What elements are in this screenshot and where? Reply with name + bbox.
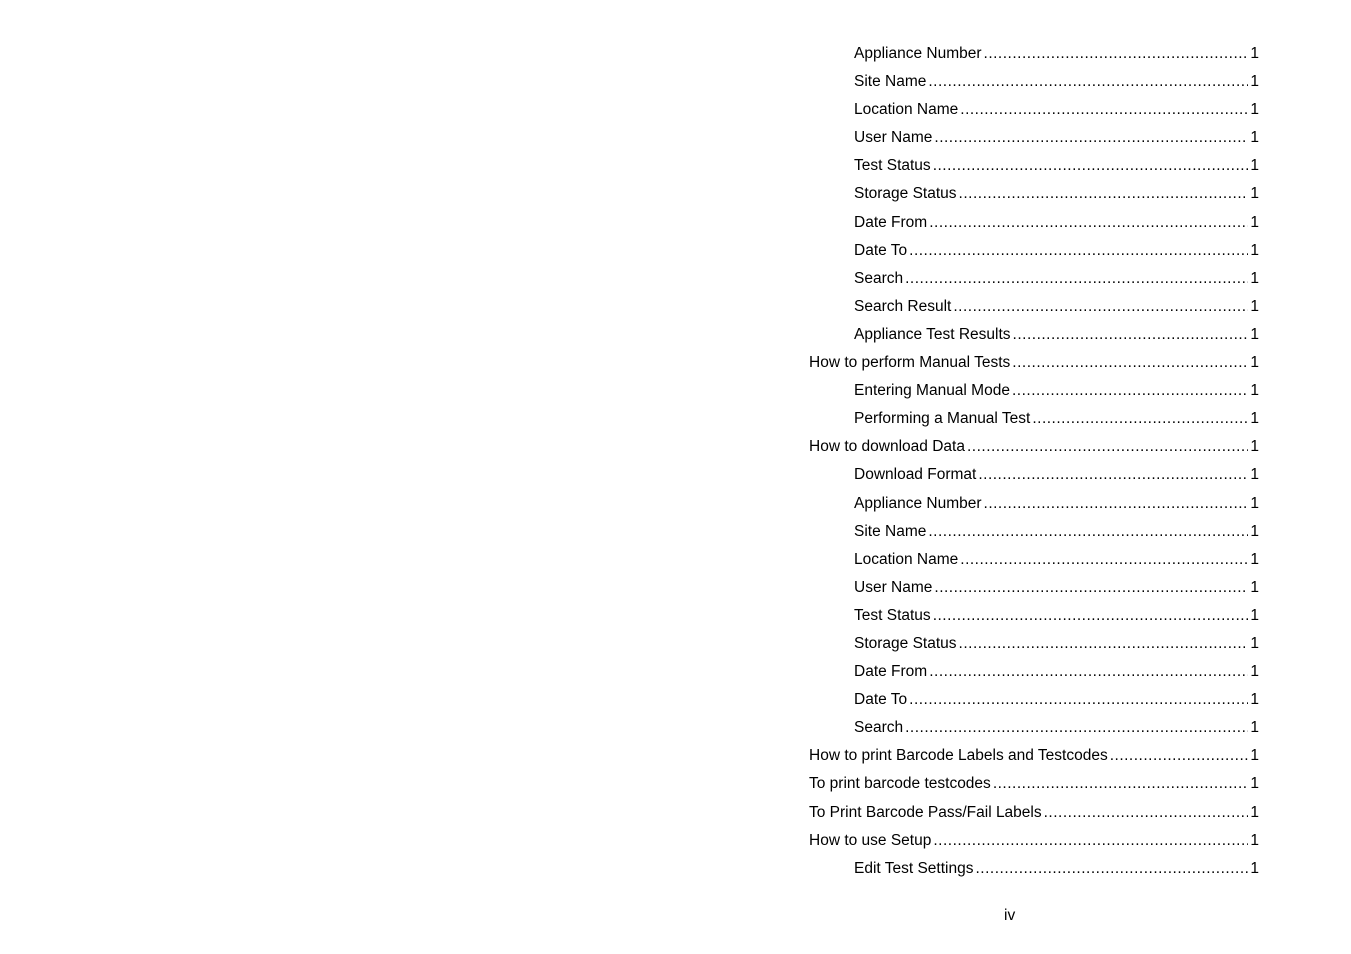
toc-entry[interactable] (809, 377, 1259, 405)
toc-entry-page: 1 (1250, 101, 1259, 119)
toc-dot-leader (934, 124, 1248, 152)
toc-entry-title: Appliance Test Results (854, 325, 1011, 343)
toc-entry-title: Date To (854, 691, 908, 709)
toc-entry-title: Date To (854, 241, 908, 259)
toc-dot-leader (978, 461, 1248, 489)
toc-entry-page: 1 (1250, 213, 1259, 231)
toc-entry-title: Site Name (854, 522, 927, 540)
toc-entry-page: 1 (1250, 831, 1259, 849)
toc-entry-page: 1 (1250, 438, 1259, 456)
toc-dot-leader (929, 658, 1248, 686)
toc-entry-page: 1 (1250, 410, 1259, 428)
toc-dot-leader (1044, 799, 1249, 827)
toc-entry-title: How to print Barcode Labels and Testcodes (809, 747, 1108, 765)
toc-dot-leader (905, 265, 1248, 293)
toc-entry[interactable] (809, 742, 1259, 770)
toc-entry[interactable] (809, 40, 1259, 68)
toc-entry-page: 1 (1250, 606, 1259, 624)
toc-entry-title: To Print Barcode Pass/Fail Labels (809, 803, 1042, 821)
toc-entry-title: Date From (854, 213, 928, 231)
toc-dot-leader (959, 630, 1249, 658)
toc-entry-page: 1 (1250, 522, 1259, 540)
toc-entry[interactable] (809, 461, 1259, 489)
toc-entry[interactable] (809, 349, 1259, 377)
toc-entry-page: 1 (1250, 297, 1259, 315)
toc-dot-leader (1012, 349, 1248, 377)
toc-dot-leader (929, 209, 1248, 237)
toc-entry-title: Storage Status (854, 634, 957, 652)
toc-entry-title: How to download Data (809, 438, 965, 456)
toc-entry-title: Edit Test Settings (854, 859, 974, 877)
toc-entry[interactable] (809, 152, 1259, 180)
toc-entry-page: 1 (1250, 494, 1259, 512)
toc-dot-leader (1013, 321, 1249, 349)
toc-entry[interactable] (809, 96, 1259, 124)
toc-dot-leader (933, 827, 1248, 855)
toc-entry-title: Download Format (854, 466, 977, 484)
toc-dot-leader (1032, 405, 1248, 433)
toc-entry[interactable] (809, 293, 1259, 321)
toc-dot-leader (953, 293, 1248, 321)
toc-entry-title: How to use Setup (809, 831, 932, 849)
toc-entry-page: 1 (1250, 578, 1259, 596)
toc-entry[interactable] (809, 68, 1259, 96)
toc-entry-page: 1 (1250, 691, 1259, 709)
toc-entry-page: 1 (1250, 775, 1259, 793)
toc-entry[interactable] (809, 209, 1259, 237)
toc-entry[interactable] (809, 770, 1259, 798)
toc-entry[interactable] (809, 714, 1259, 742)
toc-dot-leader (928, 518, 1248, 546)
toc-entry-title: User Name (854, 578, 933, 596)
toc-entry-page: 1 (1250, 73, 1259, 91)
toc-entry-page: 1 (1250, 354, 1259, 372)
toc-entry-page: 1 (1250, 803, 1259, 821)
toc-entry-page: 1 (1250, 747, 1259, 765)
toc-entry-title: Appliance Number (854, 45, 982, 62)
toc-dot-leader (960, 546, 1248, 574)
toc-dot-leader (905, 714, 1248, 742)
toc-entry-page: 1 (1250, 550, 1259, 568)
toc-entry-title: Entering Manual Mode (854, 382, 1010, 400)
toc-entry-title: Location Name (854, 101, 959, 119)
toc-entry[interactable] (809, 490, 1259, 518)
toc-entry[interactable] (809, 602, 1259, 630)
toc-entry-title: Date From (854, 663, 928, 681)
toc-dot-leader (909, 686, 1248, 714)
toc-dot-leader (959, 180, 1249, 208)
toc-dot-leader (1012, 377, 1248, 405)
toc-entry[interactable] (809, 518, 1259, 546)
toc-entry[interactable] (809, 630, 1259, 658)
toc-dot-leader (934, 574, 1248, 602)
toc-dot-leader (928, 68, 1248, 96)
toc-entry-title: To print barcode testcodes (809, 775, 991, 793)
toc-entry-title: Search (854, 269, 904, 287)
toc-entry[interactable] (809, 433, 1259, 461)
toc-entry-title: Performing a Manual Test (854, 410, 1031, 428)
toc-dot-leader (909, 237, 1248, 265)
toc-entry-title: Test Status (854, 606, 931, 624)
toc-entry-page: 1 (1250, 269, 1259, 287)
toc-entry-title: Appliance Number (854, 494, 982, 512)
toc-entry-title: Search (854, 719, 904, 737)
toc-entry-title: How to perform Manual Tests (809, 354, 1011, 372)
toc-dot-leader (993, 770, 1249, 798)
toc-entry[interactable] (809, 180, 1259, 208)
toc-entry[interactable] (809, 265, 1259, 293)
toc-entry[interactable] (809, 799, 1259, 827)
toc-entry-page: 1 (1250, 859, 1259, 877)
toc-entry[interactable] (809, 658, 1259, 686)
toc-entry-page: 1 (1250, 157, 1259, 175)
table-of-contents (809, 40, 1259, 883)
toc-entry-title: Site Name (854, 73, 927, 91)
toc-entry[interactable] (809, 574, 1259, 602)
toc-entry-page: 1 (1250, 382, 1259, 400)
toc-dot-leader (933, 152, 1249, 180)
toc-entry-title: Location Name (854, 550, 959, 568)
toc-entry[interactable] (809, 686, 1259, 714)
toc-entry-page: 1 (1250, 466, 1259, 484)
toc-entry[interactable] (809, 237, 1259, 265)
toc-entry[interactable] (809, 546, 1259, 574)
toc-entry-page: 1 (1250, 719, 1259, 737)
toc-entry-page: 1 (1250, 325, 1259, 343)
toc-entry[interactable] (809, 855, 1259, 883)
toc-entry-title: Test Status (854, 157, 931, 175)
toc-dot-leader (984, 490, 1249, 518)
toc-entry-page: 1 (1250, 129, 1259, 147)
toc-entry-page: 1 (1250, 241, 1259, 259)
toc-entry-page: 1 (1250, 185, 1259, 203)
toc-entry-page: 1 (1250, 663, 1259, 681)
toc-entry-page: 1 (1250, 634, 1259, 652)
toc-entry[interactable] (809, 321, 1259, 349)
toc-entry-title: User Name (854, 129, 933, 147)
toc-entry[interactable] (809, 124, 1259, 152)
toc-entry[interactable] (809, 405, 1259, 433)
toc-entry-title: Storage Status (854, 185, 957, 203)
toc-dot-leader (967, 433, 1248, 461)
toc-entry-title: Search Result (854, 297, 952, 315)
toc-dot-leader (933, 602, 1249, 630)
toc-entry[interactable] (809, 827, 1259, 855)
toc-dot-leader (975, 855, 1248, 883)
toc-dot-leader (984, 40, 1249, 68)
toc-entry-page: 1 (1250, 45, 1259, 62)
page-number: iv (1004, 907, 1016, 924)
toc-dot-leader (960, 96, 1248, 124)
toc-dot-leader (1110, 742, 1249, 770)
